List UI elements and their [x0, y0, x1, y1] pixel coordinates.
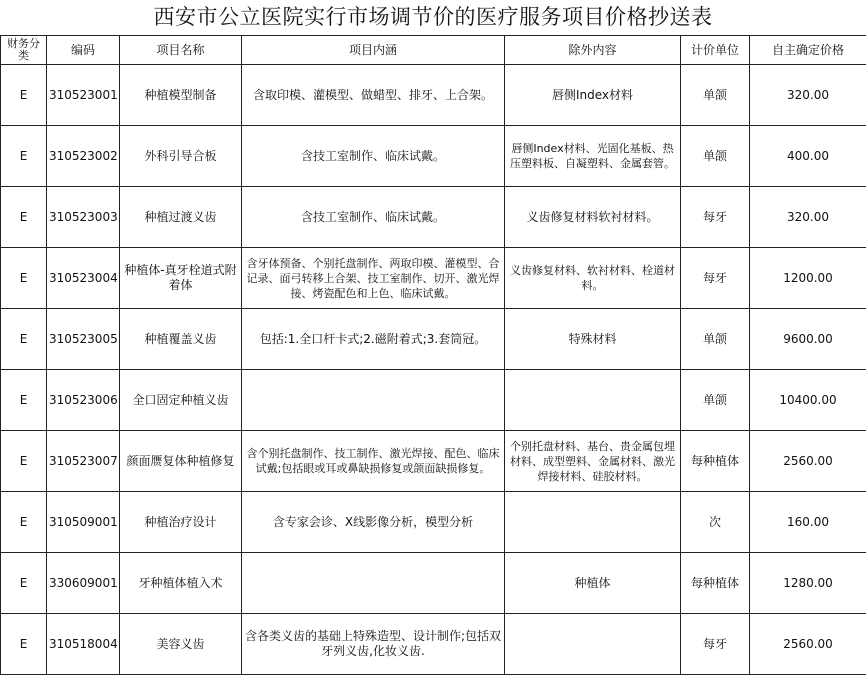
cell-code: 310523006	[47, 370, 120, 431]
cell-name: 牙种植体植入术	[120, 553, 242, 614]
cell-category: E	[1, 248, 47, 309]
cell-unit: 次	[681, 492, 750, 553]
cell-unit: 单颌	[681, 370, 750, 431]
cell-code: 310509001	[47, 492, 120, 553]
table-row	[1, 126, 866, 187]
cell-price: 400.00	[750, 126, 866, 187]
cell-unit: 单颌	[681, 65, 750, 126]
cell-unit: 每牙	[681, 614, 750, 675]
cell-unit: 每牙	[681, 248, 750, 309]
cell-content: 含取印模、灌模型、做蜡型、排牙、上合架。	[242, 65, 505, 126]
cell-code: 310523005	[47, 309, 120, 370]
cell-content	[242, 553, 505, 614]
cell-excluded: 个别托盘材料、基台、贵金属包埋材料、成型塑料、金属材料、激光焊接材料、硅胶材料。	[505, 431, 681, 492]
table-header-row	[1, 36, 866, 65]
cell-excluded: 唇侧Index材料	[505, 65, 681, 126]
table-row	[1, 431, 866, 492]
header-excluded: 除外内容	[505, 36, 681, 65]
cell-code: 310523007	[47, 431, 120, 492]
header-name: 项目名称	[120, 36, 242, 65]
cell-price: 160.00	[750, 492, 866, 553]
cell-excluded: 种植体	[505, 553, 681, 614]
cell-name: 种植覆盖义齿	[120, 309, 242, 370]
cell-category: E	[1, 553, 47, 614]
page-title: 西安市公立医院实行市场调节价的医疗服务项目价格抄送表	[0, 0, 866, 36]
cell-price: 2560.00	[750, 431, 866, 492]
cell-name: 全口固定种植义齿	[120, 370, 242, 431]
header-category: 财务分类	[1, 36, 47, 65]
cell-price: 1200.00	[750, 248, 866, 309]
cell-price: 9600.00	[750, 309, 866, 370]
cell-unit: 单颌	[681, 309, 750, 370]
cell-excluded	[505, 614, 681, 675]
cell-category: E	[1, 126, 47, 187]
table-row	[1, 309, 866, 370]
header-code: 编码	[47, 36, 120, 65]
table-row	[1, 553, 866, 614]
cell-content: 含牙体预备、个别托盘制作、两取印模、灌模型、合记录、面弓转移上合架、技工室制作、切开、激光焊接、烤瓷配色和上色、临床试戴。	[242, 248, 505, 309]
cell-category: E	[1, 65, 47, 126]
cell-code: 310523001	[47, 65, 120, 126]
cell-price: 320.00	[750, 65, 866, 126]
cell-excluded	[505, 492, 681, 553]
cell-content: 含各类义齿的基础上特殊造型、设计制作;包括双牙列义齿,化妆义齿.	[242, 614, 505, 675]
cell-content: 含个别托盘制作、技工制作、激光焊接、配色、临床试戴;包括眼或耳或鼻缺损修复或颌面缺损修复。	[242, 431, 505, 492]
cell-unit: 单颌	[681, 126, 750, 187]
header-unit: 计价单位	[681, 36, 750, 65]
cell-category: E	[1, 431, 47, 492]
header-content: 项目内涵	[242, 36, 505, 65]
cell-content	[242, 370, 505, 431]
cell-name: 种植过渡义齿	[120, 187, 242, 248]
cell-excluded: 特殊材料	[505, 309, 681, 370]
cell-category: E	[1, 614, 47, 675]
cell-name: 种植模型制备	[120, 65, 242, 126]
cell-code: 310523003	[47, 187, 120, 248]
cell-excluded: 唇侧Index材料、光固化基板、热压塑料板、自凝塑料、金属套管。	[505, 126, 681, 187]
table-row	[1, 370, 866, 431]
cell-code: 330609001	[47, 553, 120, 614]
cell-unit: 每种植体	[681, 431, 750, 492]
cell-excluded: 义齿修复材料、软衬材料、栓道材料。	[505, 248, 681, 309]
cell-name: 颜面赝复体种植修复	[120, 431, 242, 492]
table-row	[1, 65, 866, 126]
cell-unit: 每种植体	[681, 553, 750, 614]
cell-price: 320.00	[750, 187, 866, 248]
header-price: 自主确定价格	[750, 36, 866, 65]
cell-name: 种植体-真牙栓道式附着体	[120, 248, 242, 309]
cell-price: 2560.00	[750, 614, 866, 675]
table-row	[1, 248, 866, 309]
cell-content: 含技工室制作、临床试戴。	[242, 187, 505, 248]
cell-name: 种植治疗设计	[120, 492, 242, 553]
cell-code: 310523004	[47, 248, 120, 309]
cell-category: E	[1, 492, 47, 553]
cell-excluded: 义齿修复材料软衬材料。	[505, 187, 681, 248]
cell-excluded	[505, 370, 681, 431]
cell-content: 含技工室制作、临床试戴。	[242, 126, 505, 187]
table-row	[1, 187, 866, 248]
cell-code: 310523002	[47, 126, 120, 187]
price-table	[0, 36, 866, 675]
cell-code: 310518004	[47, 614, 120, 675]
table-row	[1, 492, 866, 553]
cell-content: 含专家会诊、X线影像分析，模型分析	[242, 492, 505, 553]
cell-name: 外科引导合板	[120, 126, 242, 187]
cell-category: E	[1, 187, 47, 248]
cell-price: 10400.00	[750, 370, 866, 431]
cell-price: 1280.00	[750, 553, 866, 614]
table-row	[1, 614, 866, 675]
cell-content: 包括:1.全口杆卡式;2.磁附着式;3.套筒冠。	[242, 309, 505, 370]
cell-category: E	[1, 309, 47, 370]
cell-name: 美容义齿	[120, 614, 242, 675]
cell-category: E	[1, 370, 47, 431]
cell-unit: 每牙	[681, 187, 750, 248]
